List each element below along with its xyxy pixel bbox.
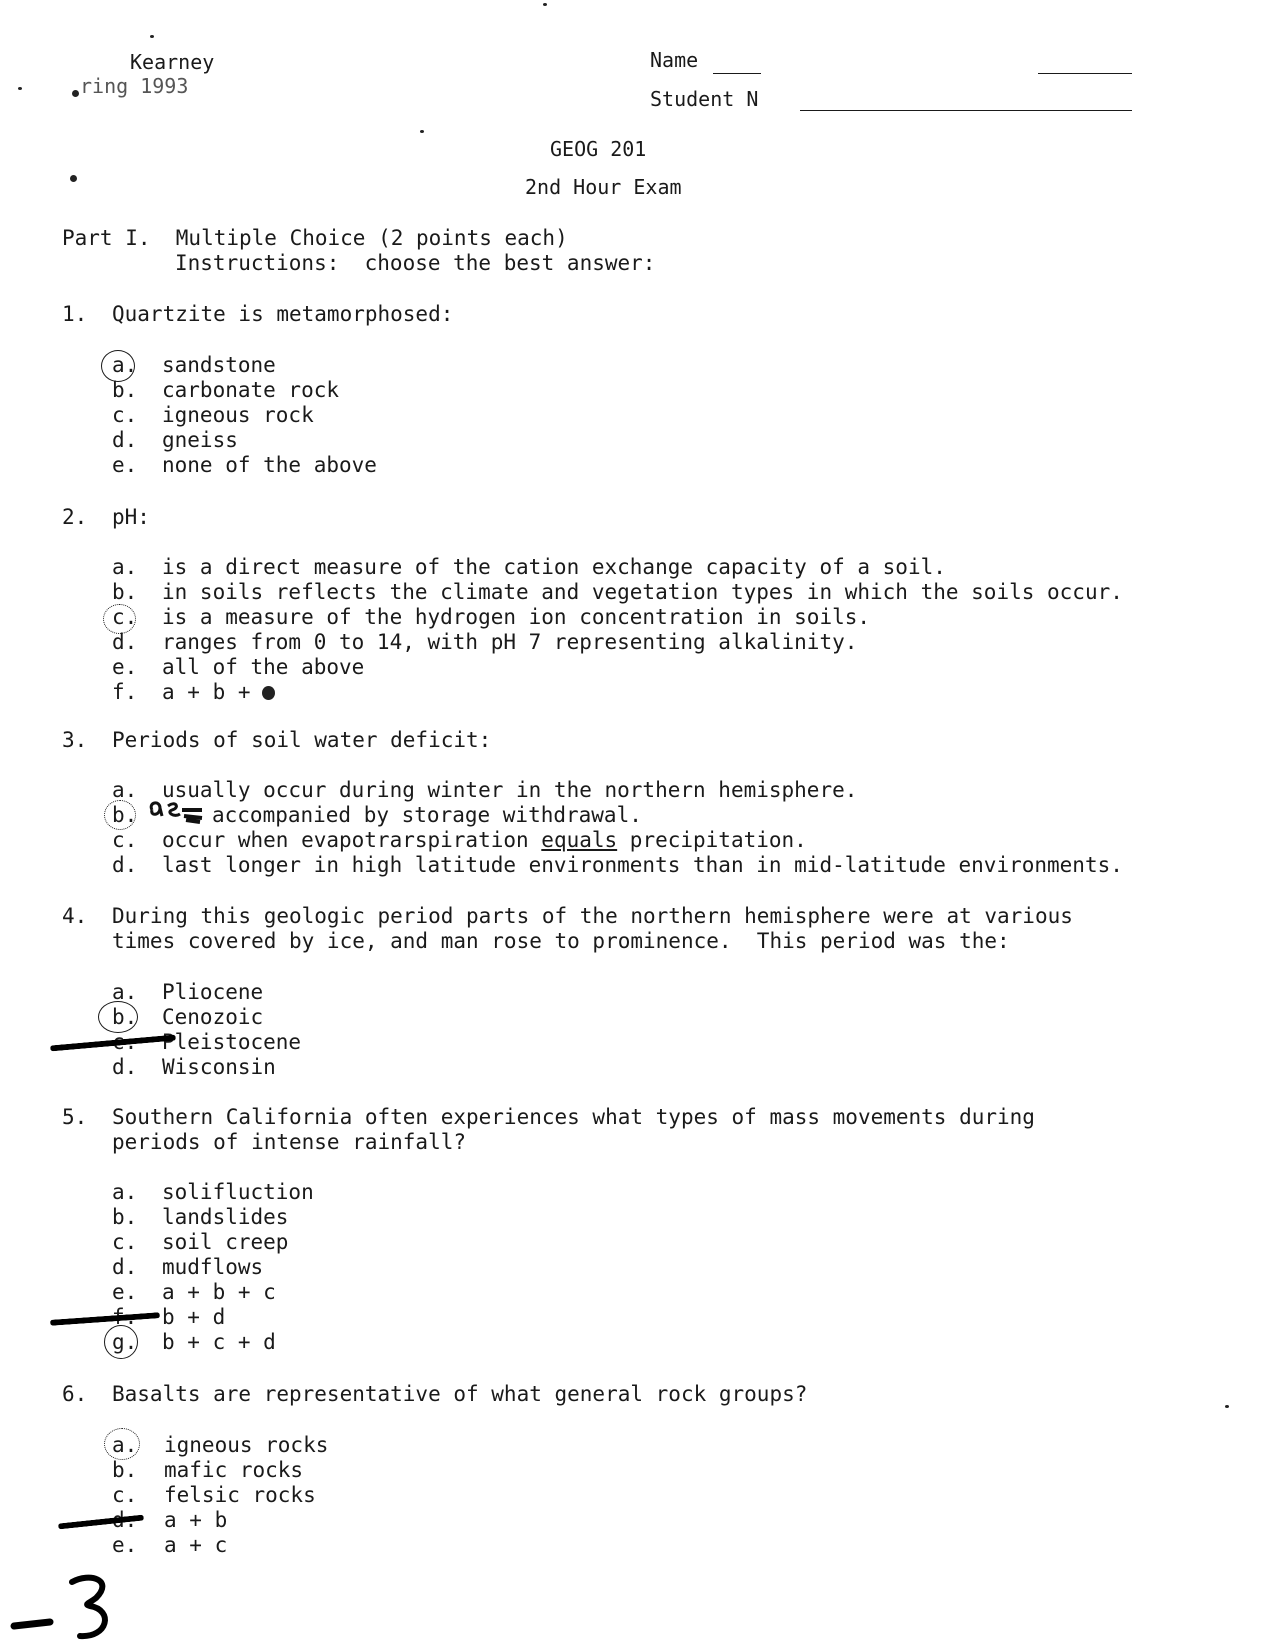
question-number: 3. <box>62 728 88 752</box>
option-text: landslides <box>162 1205 289 1229</box>
option-letter: d. <box>112 1508 138 1532</box>
option-letter: a. <box>112 555 138 579</box>
option-letter: d. <box>112 853 138 877</box>
option-letter: b. <box>112 580 138 604</box>
underlined-word: equals <box>541 828 618 852</box>
option-text: none of the above <box>162 453 377 477</box>
option-text: last longer in high latitude environments than in mid-latitude environments. <box>162 853 1123 877</box>
handwritten-score <box>10 1568 120 1648</box>
option-text: b + d <box>162 1305 226 1329</box>
question-number: 4. <box>62 904 88 928</box>
option-letter: c. <box>112 1030 138 1054</box>
option-text <box>162 828 807 852</box>
option-text: soil creep <box>162 1230 289 1254</box>
question-text: periods of intense rainfall? <box>112 1130 467 1154</box>
scan-speck <box>150 35 154 38</box>
option-text: all of the above <box>162 655 365 679</box>
option-text: a + b + c <box>162 1280 276 1304</box>
option-letter: e. <box>112 655 138 679</box>
question-text: times covered by ice, and man rose to prominence. This period was the: <box>112 929 1010 953</box>
instructor-name: Kearney <box>130 50 215 74</box>
option-text: Pleistocene <box>162 1030 302 1054</box>
option-text: igneous rocks <box>164 1433 329 1457</box>
option-text: sandstone <box>162 353 276 377</box>
question-text: pH: <box>112 505 150 529</box>
option-letter: c. <box>112 1230 138 1254</box>
strike-mark <box>50 1312 160 1326</box>
option-letter: c. <box>112 403 138 427</box>
option-text: mudflows <box>162 1255 264 1279</box>
term-label: ring 1993 <box>80 74 189 98</box>
scan-speck <box>18 87 22 90</box>
option-letter: d. <box>112 428 138 452</box>
option-text: igneous rock <box>162 403 314 427</box>
question-number: 5. <box>62 1105 88 1129</box>
name-line-right <box>1038 73 1132 74</box>
question-text: Periods of soil water deficit: <box>112 728 492 752</box>
answer-circle <box>104 1428 140 1460</box>
option-letter: a. <box>112 353 138 377</box>
name-line-short <box>713 73 761 74</box>
scan-speck <box>70 175 77 182</box>
option-text: Wisconsin <box>162 1055 276 1079</box>
option-letter: a. <box>112 1433 138 1457</box>
answer-circle <box>104 800 136 830</box>
answer-circle <box>104 1325 138 1359</box>
option-letter: e. <box>112 1533 138 1557</box>
option-text: is a direct measure of the cation exchange capacity of a soil. <box>162 555 946 579</box>
option-text: a + c <box>164 1533 228 1557</box>
option-text: b + c + d <box>162 1330 276 1354</box>
option-text: gneiss <box>162 428 238 452</box>
handwritten-correction-icon <box>146 796 208 826</box>
option-letter: b. <box>112 803 138 827</box>
option-letter: a. <box>112 1180 138 1204</box>
option-letter: b. <box>112 1205 138 1229</box>
option-letter: b. <box>112 1458 138 1482</box>
option-letter: b. <box>112 378 138 402</box>
ink-blot <box>262 686 275 700</box>
option-letter: d. <box>112 630 138 654</box>
student-number-label: Student N <box>650 87 759 111</box>
answer-circle <box>103 604 136 634</box>
option-letter: e. <box>112 1280 138 1304</box>
option-text: mafic rocks <box>164 1458 304 1482</box>
student-number-line <box>800 110 1132 111</box>
option-text-part: precipitation. <box>617 828 807 852</box>
scan-speck <box>1225 1405 1229 1408</box>
option-letter: f. <box>112 680 138 704</box>
option-text: a + b + <box>162 680 251 704</box>
option-letter: e. <box>112 453 138 477</box>
scan-speck <box>543 3 547 6</box>
question-number: 2. <box>62 505 88 529</box>
answer-circle <box>101 350 138 382</box>
scan-speck <box>72 90 79 97</box>
question-text: Basalts are representative of what general rock groups? <box>112 1382 808 1406</box>
option-text: carbonate rock <box>162 378 340 402</box>
question-text: During this geologic period parts of the northern hemisphere were at various <box>112 904 1073 928</box>
part-instructions: Instructions: choose the best answer: <box>175 251 656 275</box>
option-letter: c. <box>112 605 138 629</box>
option-text: usually occur during winter in the northern hemisphere. <box>162 778 858 802</box>
option-text: ranges from 0 to 14, with pH 7 representing alkalinity. <box>162 630 858 654</box>
course-title: GEOG 201 <box>550 137 647 161</box>
option-text: accompanied by storage withdrawal. <box>212 803 642 827</box>
option-text: solifluction <box>162 1180 314 1204</box>
option-text: a + b <box>164 1508 228 1532</box>
name-label: Name <box>650 48 699 72</box>
part-title: Part I. Multiple Choice (2 points each) <box>62 226 568 250</box>
answer-circle <box>98 1001 138 1033</box>
question-number: 6. <box>62 1382 88 1406</box>
option-letter: a. <box>112 980 138 1004</box>
option-letter: f. <box>112 1305 138 1329</box>
option-letter: g. <box>112 1330 138 1354</box>
option-text-part: occur when evapotrarspiration <box>162 828 542 852</box>
option-letter: b. <box>112 1005 138 1029</box>
option-letter: d. <box>112 1255 138 1279</box>
question-number: 1. <box>62 302 88 326</box>
option-text: felsic rocks <box>164 1483 316 1507</box>
option-text: is a measure of the hydrogen ion concentration in soils. <box>162 605 871 629</box>
scan-speck <box>420 130 424 133</box>
exam-title: 2nd Hour Exam <box>525 175 682 199</box>
option-text: Cenozoic <box>162 1005 264 1029</box>
option-letter: c. <box>112 1483 138 1507</box>
option-text: in soils reflects the climate and vegetation types in which the soils occur. <box>162 580 1123 604</box>
option-letter: c. <box>112 828 138 852</box>
question-text: Southern California often experiences what types of mass movements during <box>112 1105 1035 1129</box>
option-letter: a. <box>112 778 138 802</box>
option-text: Pliocene <box>162 980 264 1004</box>
question-text: Quartzite is metamorphosed: <box>112 302 454 326</box>
option-letter: d. <box>112 1055 138 1079</box>
